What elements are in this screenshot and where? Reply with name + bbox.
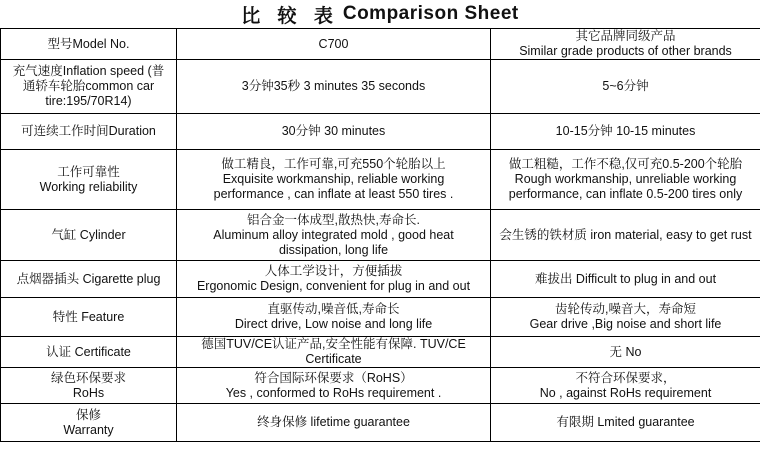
- other-brands-cell: [491, 210, 760, 261]
- other-brands-cell: [491, 60, 760, 114]
- cell-text-line: 其它品牌同级产品: [575, 29, 676, 43]
- c700-cell: [177, 298, 491, 337]
- table-row-cylinder: [1, 210, 760, 261]
- c700-cell: [177, 150, 491, 210]
- cell-text-line: 不符合环保要求，: [575, 370, 676, 385]
- cell-text-line: Warranty: [63, 422, 114, 437]
- cell-text-line: 齿轮传动,噪音大，寿命短: [555, 302, 696, 316]
- cell-text-line: Certificate: [305, 352, 362, 366]
- other-brands-cell: [491, 29, 760, 60]
- row-label-cell: [1, 404, 177, 442]
- cell-text-line: No , against RoHs requirement: [539, 385, 712, 400]
- cell-text-line: RoHs: [72, 385, 105, 400]
- cell-text-line: Aluminum alloy integrated mold , good heat: [213, 227, 454, 242]
- row-label-cell: [1, 29, 177, 60]
- c700-cell: [177, 114, 491, 150]
- cell-text-line: 30分钟 30 minutes: [281, 124, 386, 138]
- row-label-cell: [1, 150, 177, 210]
- table-row-certificate: [1, 337, 760, 368]
- other-brands-cell: [491, 261, 760, 298]
- c700-cell: [177, 368, 491, 404]
- cell-text-line: 做工精良，工作可靠,可充550个轮胎以上: [221, 157, 446, 171]
- cell-text-line: 充气速度Inflation speed (普: [12, 64, 165, 78]
- cell-text-line: 工作可靠性: [57, 164, 120, 179]
- cell-text-line: 终身保修 lifetime guarantee: [257, 415, 410, 429]
- cell-text-line: 可连续工作时间Duration: [21, 124, 156, 138]
- page-title: [0, 0, 760, 29]
- cell-text-line: 3分钟35秒 3 minutes 35 seconds: [241, 79, 426, 93]
- cell-text-line: Similar grade products of other brands: [519, 44, 732, 58]
- c700-cell: [177, 210, 491, 261]
- table-row-inflation-speed: [1, 60, 760, 114]
- cell-text-line: C700: [318, 36, 349, 51]
- cell-text-line: 铝合金一体成型,散热快,寿命长.: [247, 212, 420, 227]
- other-brands-cell: [491, 114, 760, 150]
- cell-text-line: 无 No: [609, 344, 642, 359]
- cell-text-line: 气缸 Cylinder: [51, 227, 126, 242]
- cell-text-line: 德国TUV/CE认证产品,安全性能有保障. TUV/CE: [201, 337, 466, 351]
- row-label-cell: [1, 261, 177, 298]
- row-label-cell: [1, 298, 177, 337]
- table-row-cigarette-plug: [1, 261, 760, 298]
- cell-text-line: 5~6分钟: [602, 79, 649, 93]
- cell-text-line: 符合国际环保要求（RoHS）: [254, 370, 413, 385]
- cell-text-line: 型号Model No.: [47, 36, 130, 51]
- other-brands-cell: [491, 298, 760, 337]
- cell-text-line: 通轿车轮胎common car: [22, 79, 155, 93]
- cell-text-line: Ergonomic Design, convenient for plug in and out: [196, 279, 471, 293]
- comparison-table-body: [1, 29, 760, 442]
- other-brands-cell: [491, 337, 760, 368]
- cell-text-line: 难拔出 Difficult to plug in and out: [534, 271, 717, 286]
- c700-cell: [177, 261, 491, 298]
- cell-text-line: Working reliability: [39, 179, 138, 194]
- cell-text-line: Gear drive ,Big noise and short life: [529, 317, 722, 331]
- c700-cell: [177, 60, 491, 114]
- other-brands-cell: [491, 150, 760, 210]
- cell-text-line: Direct drive, Low noise and long life: [234, 317, 433, 331]
- table-row-duration: [1, 114, 760, 150]
- cell-text-line: 有限期 Lmited guarantee: [556, 415, 695, 429]
- c700-cell: [177, 337, 491, 368]
- table-row-model: [1, 29, 760, 60]
- row-label-cell: [1, 337, 177, 368]
- cell-text-line: tire:195/70R14): [45, 94, 132, 108]
- cell-text-line: 特性 Feature: [52, 309, 125, 324]
- cell-text-line: Rough workmanship, unreliable working: [514, 172, 737, 186]
- cell-text-line: performance, can inflate 0.5-200 tires only: [508, 187, 743, 201]
- cell-text-line: performance , can inflate at least 550 tires .: [213, 187, 454, 201]
- row-label-cell: [1, 60, 177, 114]
- table-row-working-reliability: [1, 150, 760, 210]
- c700-cell: [177, 404, 491, 442]
- cell-text-line: 绿色环保要求: [50, 370, 126, 385]
- row-label-cell: [1, 368, 177, 404]
- cell-text-line: Exquisite workmanship, reliable working: [222, 172, 445, 186]
- cell-text-line: 认证 Certificate: [46, 344, 131, 359]
- cell-text-line: 保修: [75, 407, 101, 422]
- row-label-cell: [1, 210, 177, 261]
- cell-text-line: Yes , conformed to RoHs requirement .: [225, 385, 442, 400]
- c700-cell: [177, 29, 491, 60]
- cell-text-line: 做工粗糙，工作不稳,仅可充0.5-200个轮胎: [508, 157, 743, 171]
- table-row-feature: [1, 298, 760, 337]
- cell-text-line: 人体工学设计，方便插拔: [264, 264, 403, 278]
- cell-text-line: dissipation, long life: [278, 242, 389, 257]
- table-row-rohs: [1, 368, 760, 404]
- other-brands-cell: [491, 368, 760, 404]
- cell-text-line: 点烟器插头 Cigarette plug: [16, 271, 161, 286]
- comparison-table: [0, 28, 760, 442]
- title-english: Comparison Sheet: [342, 3, 519, 24]
- title-chinese: 比 较 表: [241, 5, 339, 27]
- other-brands-cell: [491, 404, 760, 442]
- cell-text-line: 直驱传动,噪音低,寿命长: [267, 302, 400, 316]
- row-label-cell: [1, 114, 177, 150]
- table-row-warranty: [1, 404, 760, 442]
- cell-text-line: 10-15分钟 10-15 minutes: [555, 124, 696, 138]
- cell-text-line: 会生锈的铁材质 iron material, easy to get rust: [499, 227, 752, 242]
